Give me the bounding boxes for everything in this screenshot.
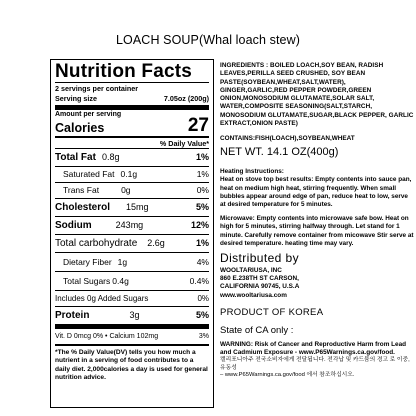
total-carbohydrate-row: Total carbohydrate 2.6g 1% (55, 238, 209, 249)
heating-title: Heating Instructions: (220, 168, 284, 176)
added-sugars-row: Includes 0g Added Sugars 0% (55, 294, 209, 303)
distributor-title: Distributed by (220, 251, 299, 265)
prop65-warning: WARNING: Risk of Cancer and Reproductive Harm from Lead and Cadmium Exposure - www.P65Warnings.ca.gov/food. (220, 340, 407, 357)
country-of-origin: PRODUCT OF KOREA (220, 306, 324, 318)
distributor-website: www.wooltariusa.com (220, 291, 287, 299)
protein-row: Protein 3g 5% (55, 310, 209, 321)
korean-warning-line-2: – www.P65Warnings.ca.gov/food 에서 참조하십시오. (220, 372, 355, 379)
heating-stove-text: Heat on stove top best results: Empty contents into sauce pan, heat on medium high heat, stirring frequently. When small bubbles appear around edge of pan, reduce heat to low, serve at desired temperature for 5 minutes. (220, 176, 412, 208)
heating-microwave-text: Microwave: Empty contents into microwave safe bow. Heat on high for 5 minutes, stirring halfway through. Let stand for 1 minute. Carefully remove container from micowave Stir serve at desired temperature. heating time may vary. (220, 215, 414, 247)
info-column (220, 62, 414, 380)
serving-size-label: Serving size (55, 94, 97, 103)
ingredients-text: INGREDIENTS : BOILED LOACH,SOY BEAN, RADISH LEAVES,PERILLA SEED CRUSHED, SOY BEAN PASTE(SOYBEAN,WHEAT,SALT,WATER), GINGER,GARLIC,RED PEPPER POWDER,GREEN ONION,MONOSODIUM GLUTAMATE,SOLAR SALT, WATER,COMPOSITE SEASONING(SALT,STARCH, MONOSODIUM GLUTAMATE,SUGAR,BLACK PEPPER, GARLIC EXTRACT,ONION PASTE) (220, 62, 414, 128)
korean-warning (220, 357, 414, 380)
nutrition-facts-heading: Nutrition Facts (55, 61, 193, 82)
serving-size-value: 7.05oz (200g) (163, 94, 209, 103)
allergen-contains: CONTAINS:FISH(LOACH),SOYBEAN,WHEAT (220, 135, 355, 143)
korean-warning-line-1: 캘리포니아주 전국소비자에게 전달됩니다. 전각납 및 카드뮴의 경고 로 이중, 유동성 (220, 357, 410, 371)
calories-label: Calories (55, 121, 105, 135)
vitamins-row: Vit. D 0mcg 0% • Calcium 102mg 3% (55, 333, 209, 340)
serving-size-row (55, 94, 209, 103)
total-fat-row: Total Fat 0.8g 1% (55, 152, 209, 163)
product-title: LOACH SOUP(Whal loach stew) (116, 33, 300, 47)
daily-value-footnote: *The % Daily Value(DV) tells you how much a nutrient in a serving of food contributes to a daily diet. 2,000calories a day is used for general nutrition advice. (55, 349, 208, 382)
calories-value: 27 (187, 115, 209, 136)
state-notice: State of CA only : (220, 324, 294, 336)
calories-row (55, 115, 209, 136)
saturated-fat-row: Saturated Fat 0.1g 1% (63, 169, 209, 179)
trans-fat-row: Trans Fat 0g 0% (63, 185, 209, 195)
distributor-name: WOOLTARIUSA, INC (220, 267, 282, 274)
distributor-info (220, 267, 414, 300)
servings-per-container: 2 servings per container (55, 84, 139, 93)
nutrition-facts-panel (50, 59, 214, 408)
total-sugars-row: Total Sugars 0.4g 0.4% (63, 276, 209, 286)
cholesterol-row: Cholesterol 15mg 5% (55, 202, 209, 213)
dietary-fiber-row: Dietary Fiber 1g 4% (63, 257, 209, 267)
amount-per-serving: Amount per serving (55, 111, 122, 118)
daily-value-header: % Daily Value* (159, 139, 209, 148)
distributor-address-2: CALIFORNIA 90745, U.S.A (220, 283, 300, 291)
sodium-row: Sodium 243mg 12% (55, 220, 209, 231)
distributor-address-1: 860 E.238TH ST CARSON, (220, 275, 299, 283)
net-weight: NET WT. 14.1 OZ(400g) (220, 146, 339, 159)
